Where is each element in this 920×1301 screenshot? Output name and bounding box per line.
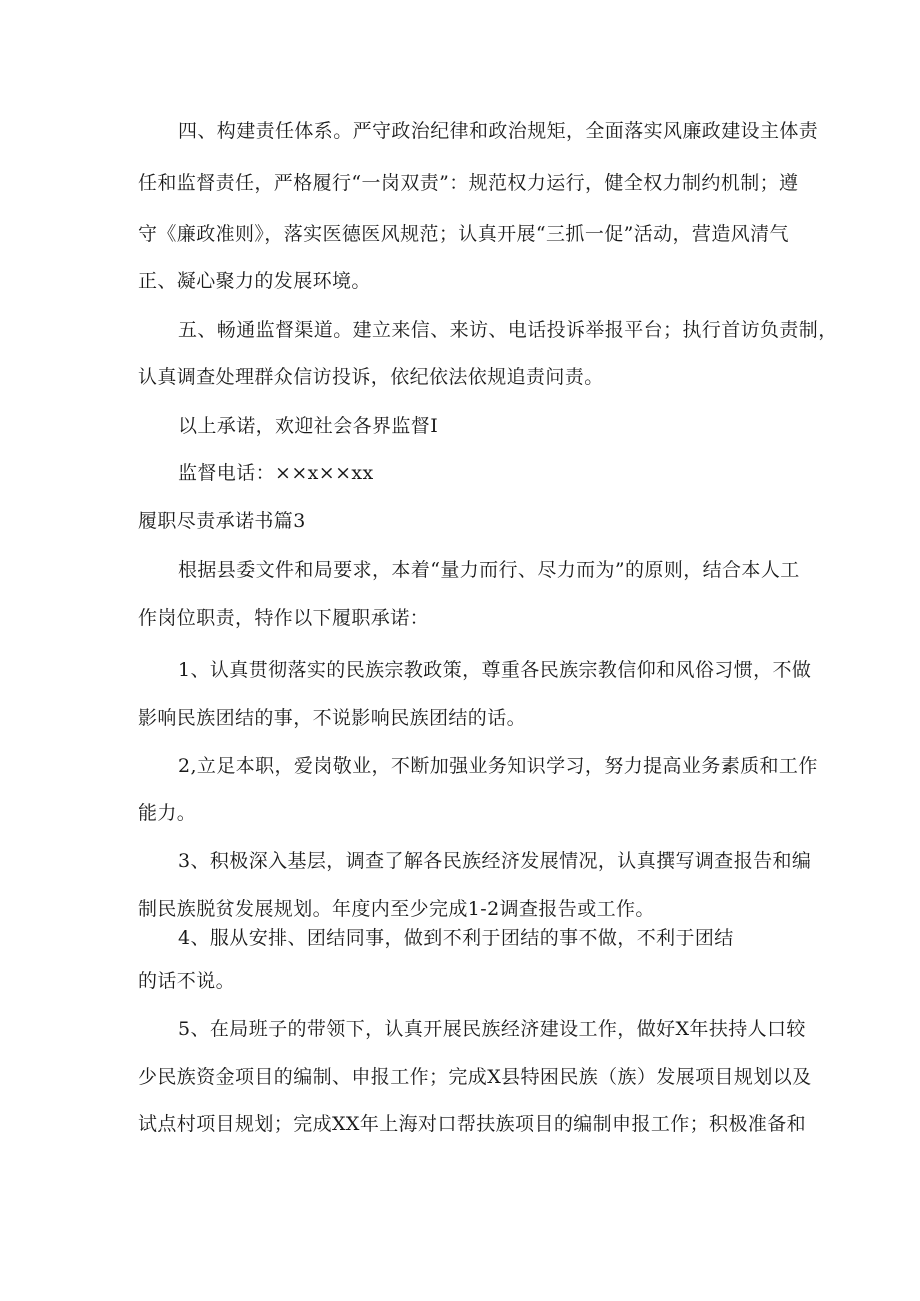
item-5-line-1: 5、在局班子的带领下，认真开展民族经济建设工作，做好X年扶持人口较 bbox=[178, 1018, 806, 1040]
section-heading: 履职尽责承诺书篇3 bbox=[138, 510, 306, 532]
paragraph-5-line-2: 认真调查处理群众信访投诉，依纪依法依规追责问责。 bbox=[138, 366, 604, 388]
paragraph-4-line-1: 四、构建责任体系。严守政治纪律和政治规矩，全面落实风廉政建设主体责 bbox=[178, 120, 819, 142]
item-4-line-1: 4、服从安排、团结同事，做到不利于团结的事不做，不利于团结 bbox=[178, 927, 734, 949]
item-4-line-2: 的话不说。 bbox=[138, 970, 236, 992]
intro-line-2: 作岗位职责，特作以下履职承诺： bbox=[138, 607, 430, 629]
item-5-line-3: 试点村项目规划；完成XX年上海对口帮扶族项目的编制申报工作；积极准备和 bbox=[138, 1113, 807, 1135]
closing-statement: 以上承诺，欢迎社会各界监督I bbox=[178, 415, 439, 437]
supervision-phone: 监督电话：××x××xx bbox=[178, 462, 374, 484]
paragraph-4-line-2: 任和监督责任，严格履行“一岗双责”：规范权力运行，健全权力制约机制；遵 bbox=[138, 172, 799, 194]
item-2-line-2: 能力。 bbox=[138, 802, 197, 824]
paragraph-5-line-1: 五、畅通监督渠道。建立来信、来访、电话投诉举报平台；执行首访负责制， bbox=[178, 319, 838, 341]
item-3-line-1: 3、积极深入基层，调查了解各民族经济发展情况，认真撰写调查报告和编 bbox=[178, 850, 812, 872]
paragraph-4-line-4: 正、凝心聚力的发展环境。 bbox=[138, 270, 371, 292]
intro-line-1: 根据县委文件和局要求，本着“量力而行、尽力而为”的原则，结合本人工 bbox=[178, 559, 800, 581]
paragraph-4-line-3: 守《廉政准则》，落实医德医风规范；认真开展“三抓一促”活动，营造风清气 bbox=[138, 223, 789, 245]
item-1-line-2: 影响民族团结的事，不说影响民族团结的话。 bbox=[138, 707, 527, 729]
item-5-line-2: 少民族资金项目的编制、申报工作；完成X县特困民族（族）发展项目规划以及 bbox=[138, 1066, 812, 1088]
item-1-line-1: 1、认真贯彻落实的民族宗教政策，尊重各民族宗教信仰和风俗习惯，不做 bbox=[178, 659, 812, 681]
item-3-line-2: 制民族脱贫发展规划。年度内至少完成1-2调查报告或工作。 bbox=[138, 898, 655, 920]
item-2-line-1: 2,立足本职，爱岗敬业，不断加强业务知识学习，努力提高业务素质和工作 bbox=[178, 755, 818, 777]
